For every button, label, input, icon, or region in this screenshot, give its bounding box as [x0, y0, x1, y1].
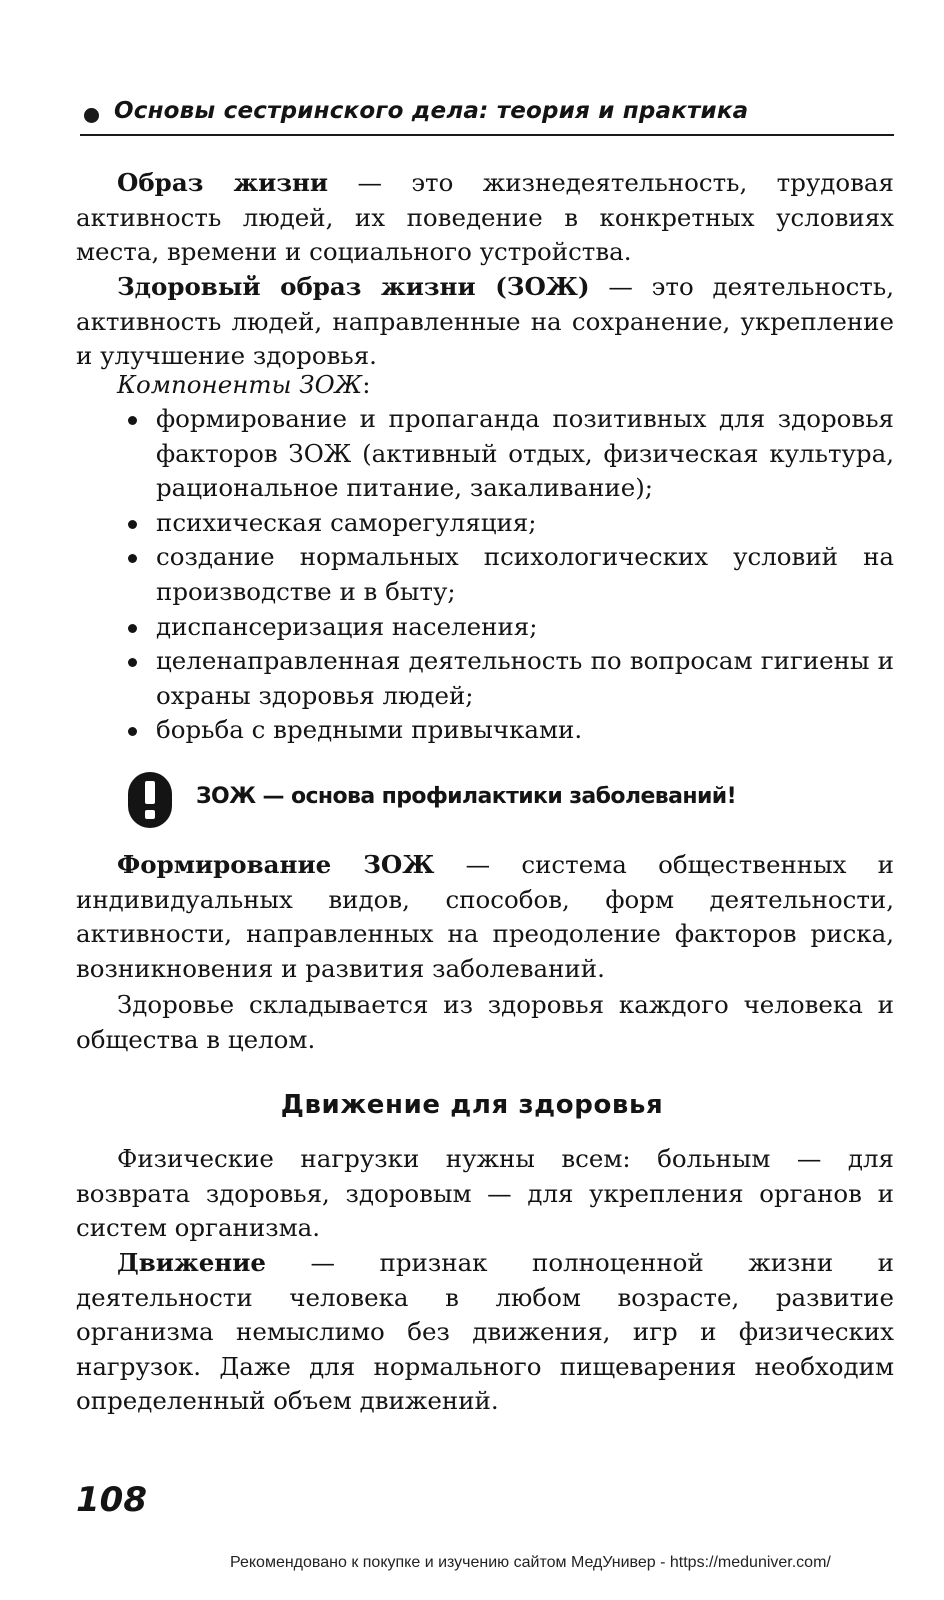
paragraph-formation	[76, 848, 894, 986]
components-label: Компоненты ЗОЖ	[117, 370, 363, 399]
list-item	[118, 402, 894, 506]
paragraph-healthy-lifestyle	[76, 270, 894, 374]
list-item	[118, 644, 894, 713]
definition-formation: — система общественных и индивидуальных видов, способов, форм деятельности, активности, направленных на преодоление факторов риска, возникновения и развития заболеваний.	[76, 850, 894, 983]
list-item-text: формирование и пропаганда позитивных для здоровья факторов ЗОЖ (активный отдых, физическая культура, рациональное питание, закаливание);	[156, 404, 894, 503]
bullet-icon	[128, 658, 137, 667]
exclamation-icon	[128, 772, 172, 828]
term-movement: Движение	[117, 1248, 266, 1277]
paragraph-lifestyle	[76, 166, 894, 270]
paragraph-movement	[76, 1246, 894, 1419]
term-lifestyle: Образ жизни	[117, 168, 329, 197]
list-item	[118, 610, 894, 645]
list-item-text: психическая саморегуляция;	[156, 507, 537, 537]
list-item	[118, 506, 894, 541]
list-item-text: борьба с вредными привычками.	[156, 715, 583, 745]
term-formation: Формирование ЗОЖ	[117, 850, 435, 879]
bullet-icon	[128, 624, 137, 633]
bullet-icon	[128, 554, 137, 563]
bullet-icon	[128, 520, 137, 529]
paragraph-physical-load: Физические нагрузки нужны всем: больным — для возврата здоровья, здоровым — для укрепления органов и систем организма.	[76, 1144, 894, 1243]
page-number: 108	[76, 1480, 147, 1520]
list-item-text: целенаправленная деятельность по вопросам гигиены и охраны здоровья людей;	[156, 646, 894, 710]
footer-note: Рекомендовано к покупке и изучению сайтом МедУнивер - https://meduniver.com/	[230, 1554, 831, 1571]
definition-movement: — признак полноценной жизни и деятельности человека в любом возрасте, развитие организма немыслимо без движения, игр и физических нагрузок. Даже для нормального пищеварения необходим определенный объем движений.	[76, 1248, 894, 1416]
bullet-icon	[128, 727, 137, 736]
term-healthy-lifestyle: Здоровый образ жизни (ЗОЖ)	[117, 272, 590, 301]
list-item	[118, 713, 894, 748]
bullet-icon	[128, 416, 137, 425]
bullet-icon	[84, 108, 99, 123]
running-header-title: Основы сестринского дела: теория и практика	[114, 98, 749, 124]
running-header	[80, 96, 894, 136]
definition-lifestyle: — это жизнедеятельность, трудовая активность людей, их поведение в конкретных условиях места, времени и социального устройства.	[76, 168, 894, 267]
list-item-text: диспансеризация населения;	[156, 611, 538, 641]
definition-healthy-lifestyle: — это деятельность, активность людей, направленные на сохранение, укрепление и улучшение здоровья.	[76, 272, 894, 371]
components-colon: :	[362, 370, 371, 399]
components-heading	[76, 368, 894, 403]
note-text: ЗОЖ — основа профилактики заболеваний!	[196, 784, 737, 809]
section-title: Движение для здоровья	[280, 1090, 664, 1120]
list-item-text: создание нормальных психологических условий на производстве и в быту;	[156, 542, 894, 606]
components-list	[118, 402, 894, 748]
paragraph-health: Здоровье складывается из здоровья каждого человека и общества в целом.	[76, 990, 894, 1054]
list-item	[118, 540, 894, 609]
